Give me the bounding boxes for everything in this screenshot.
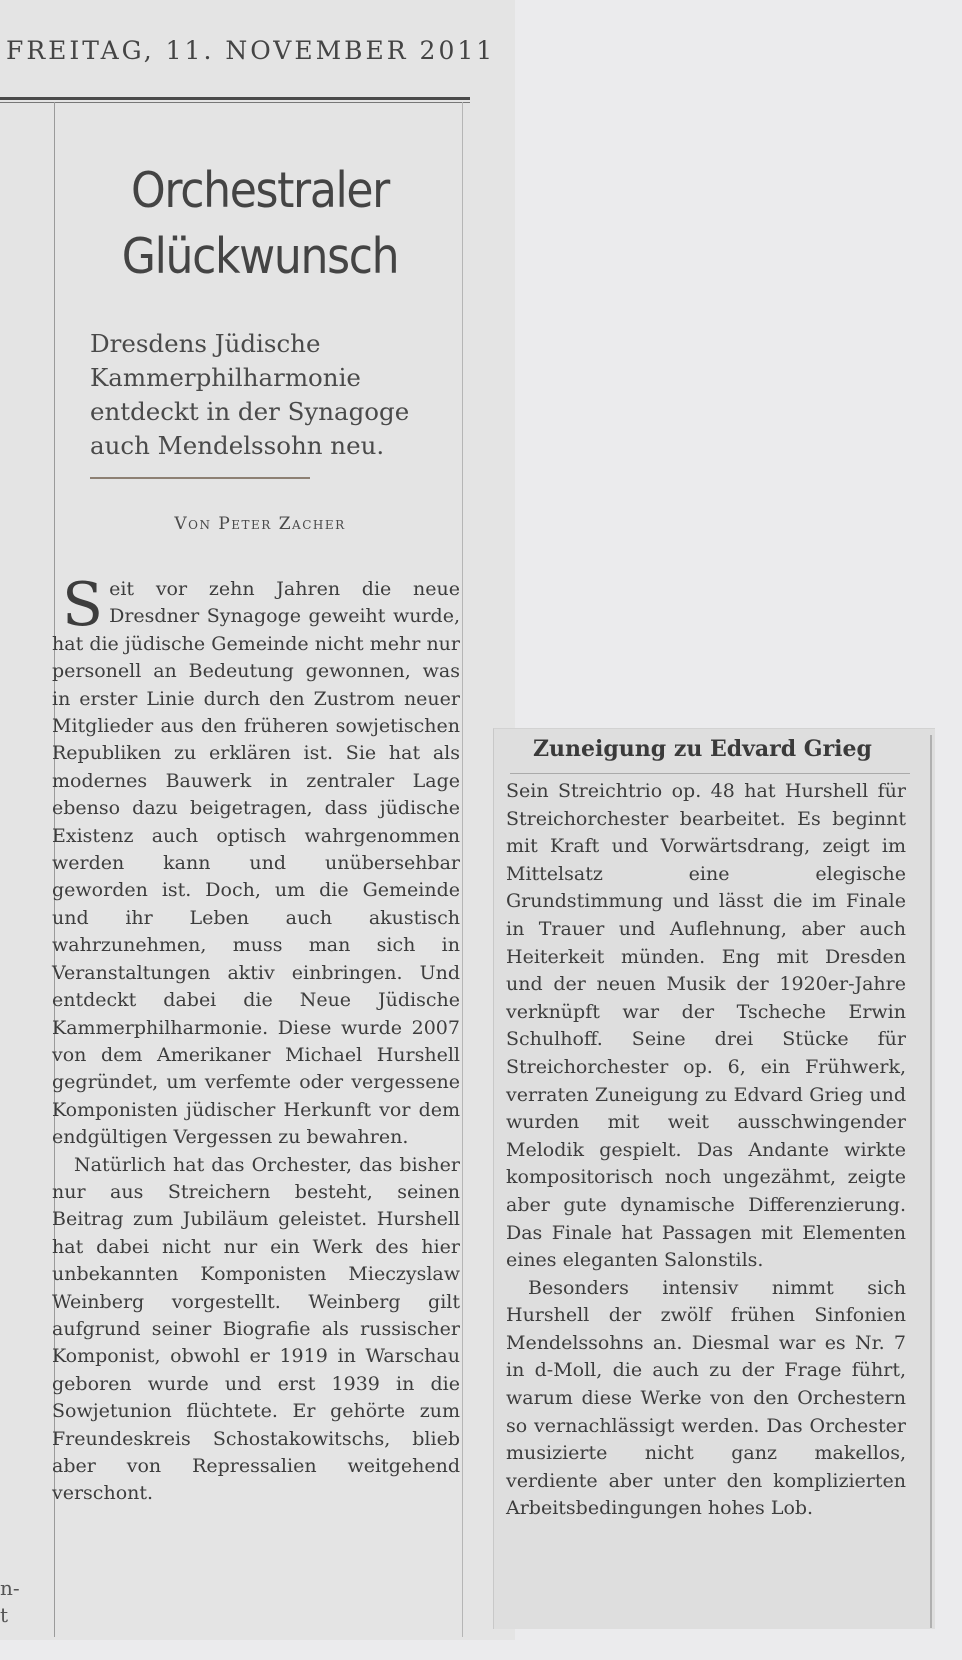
header-rule-thin xyxy=(0,102,470,103)
fragment-1: n- xyxy=(0,1576,20,1600)
fragment-2: t xyxy=(0,1603,9,1627)
byline-text: Von Peter Zacher xyxy=(174,514,346,534)
article-body xyxy=(52,570,460,1508)
article-headline: Orchestraler Glückwunsch xyxy=(121,162,399,285)
subheadline-rule xyxy=(90,477,310,479)
sidebar-edge xyxy=(930,735,932,1628)
sidebar-paragraph-2: Besonders intensiv nimmt sich Hurshell der zwölf frühen Sinfonien Mendelssohns an. Diesmal war es Nr. 7 in d-Moll, die auch zu der Frage führt, warum diese Werke von den Orchestern so vernachlässigt werden. Das Orchester musizierte nicht ganz makellos, verdiente aber unter den komplizierten Arbeitsbedingungen hohes Lob. xyxy=(506,1276,906,1520)
article-byline xyxy=(58,514,462,534)
paragraph-1-text: eit vor zehn Jahren die neue Dresdner Synagoge geweiht wurde, hat die jüdische Gemeinde nicht mehr nur personell an Bedeutung gewonnen, was in erster Linie durch den Zustrom neuer Mitglieder aus den früheren sowjetischen Republiken zu erklären ist. Sie hat als modernes Bauwerk in zentraler Lage ebenso dazu beigetragen, dass jüdische Existenz auch optisch wahrgenommen werden kann und unübersehbar geworden ist. Doch, um die Gemeinde und ihr Leben auch akustisch wahrzunehmen, muss man sich in Veranstaltungen aktiv einbringen. Und entdeckt dabei die Neue Jüdische Kammerphilharmonie. Diese wurde 2007 von dem Amerikaner Michael Hurshell gegründet, um verfemte oder vergessene Komponisten jüdischer Herkunft vor dem endgültigen Vergessen zu bewahren. xyxy=(52,578,460,1149)
sidebar-body xyxy=(506,778,906,1523)
article-paragraph-1 xyxy=(52,570,460,1152)
neighbor-column-fragments xyxy=(0,1575,20,1629)
drop-cap: S xyxy=(62,570,104,640)
header-rule xyxy=(0,97,470,100)
sidebar-title: Zuneigung zu Edvard Grieg xyxy=(533,736,872,762)
column-rule-right xyxy=(462,102,463,1637)
sidebar-title-rule xyxy=(510,773,910,774)
issue-date: FREITAG, 11. NOVEMBER 2011 xyxy=(6,36,496,65)
sidebar-paragraph-1: Sein Streichtrio op. 48 hat Hurshell für Streichorchester bearbeitet. Es beginnt mit Kraft und Vorwärtsdrang, zeigt im Mittelsatz eine elegische Grundstimmung und lässt die im Finale in Trauer und Auflehnung, aber auch Heiterkeit münden. Eng mit Dresden und der neuen Musik der 1920er-Jahre verknüpft war der Tscheche Erwin Schulhoff. Seine drei Stücke für Streichorchester op. 6, ein Frühwerk, verraten Zuneigung zu Edvard Grieg und wurden mit weit ausschwingender Melodik gespielt. Das Andante wirkte kompositorisch noch ungezähmt, zeigte aber gute dynamische Differenzierung. Das Finale hat Passagen mit Elementen eines eleganten Salonstils. xyxy=(506,780,906,1272)
article-subheadline: Dresdens Jüdische Kammerphilharmonie entdeckt in der Synagoge auch Mendelssohn neu. xyxy=(90,329,410,460)
article-paragraph-2: Natürlich hat das Orchester, das bisher nur aus Streichern besteht, seinen Beitrag zum Jubiläum geleistet. Hurshell hat dabei nicht nur ein Werk des hier unbekannten Komponisten Mieczyslaw Weinberg vorgestellt. Weinberg gilt aufgrund seiner Biografie als russischer Komponist, obwohl er 1919 in Warschau geboren wurde und erst 1939 in die Sowjetunion flüchtete. Er gehörte zum Freundeskreis Schostakowitschs, blieb aber von Repressalien weitgehend verschont. xyxy=(52,1153,460,1505)
